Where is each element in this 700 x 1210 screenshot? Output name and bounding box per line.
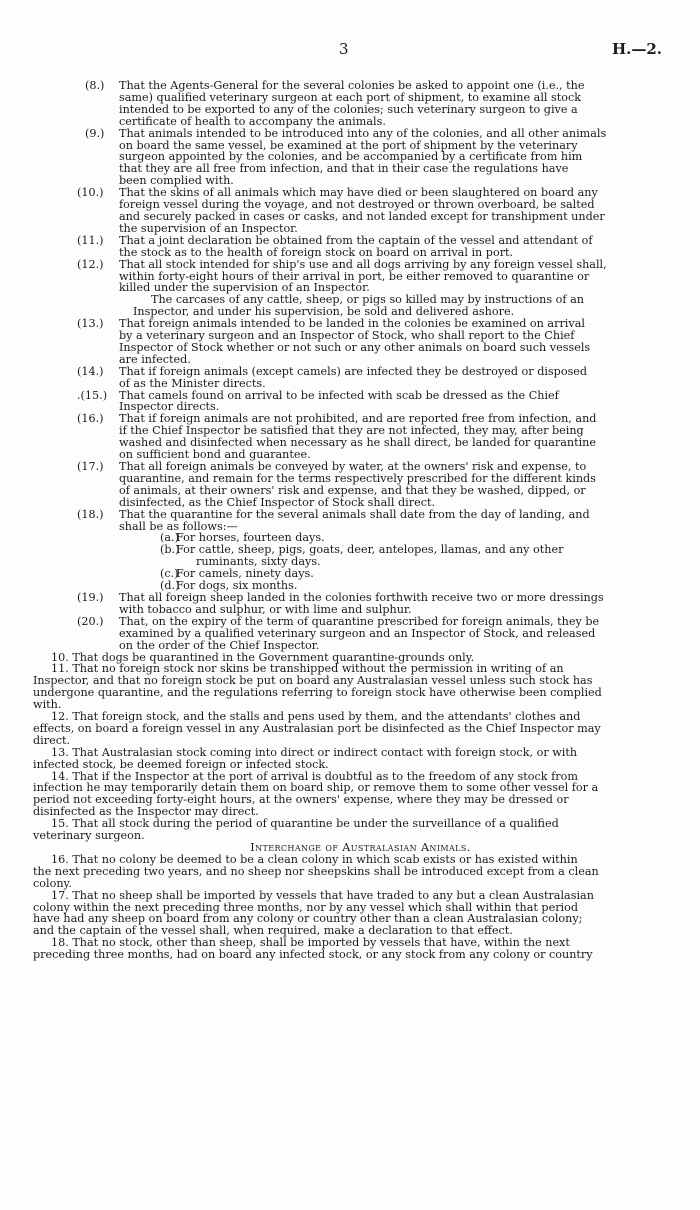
quarantine-term-list xyxy=(33,532,648,592)
clause-number: (13.) xyxy=(77,317,104,331)
clause-line: intended to be exported to any of the colonies; such veterinary surgeon to give a xyxy=(119,102,578,116)
clause xyxy=(33,461,648,509)
clause xyxy=(33,366,648,390)
term-line: For camels, ninety days. xyxy=(176,567,314,581)
resolution-line: colony. xyxy=(33,876,72,890)
clause-number: (9.) xyxy=(85,126,105,140)
document-reference: H.—2. xyxy=(611,40,662,58)
resolution-line: direct. xyxy=(33,733,71,747)
clause xyxy=(33,413,648,461)
document-body xyxy=(33,80,648,961)
clause-line: on sufficient bond and guarantee. xyxy=(119,448,311,462)
clause-list-continued xyxy=(33,592,648,652)
clause-line: been complied with. xyxy=(119,174,234,188)
resolution xyxy=(33,711,648,747)
clause-line: on the order of the Chief Inspector. xyxy=(119,638,320,652)
resolution-line: and the captain of the vessel shall, when required, make a declaration to that effect. xyxy=(33,924,513,938)
clause-line: That if foreign animals are not prohibited, and are reported free from infection, and xyxy=(119,412,597,426)
term-line: For dogs, six months. xyxy=(176,579,298,593)
clause-line: of animals, at their owners' risk and expense, and that they be washed, dipped, or xyxy=(119,483,586,497)
term-letter: (a.) xyxy=(160,531,179,545)
resolution xyxy=(33,854,648,890)
clause-line: are infected. xyxy=(119,352,191,366)
term-letter: (b.) xyxy=(160,543,180,557)
clause-line: and securely packed in cases or casks, and not landed except for transhipment under xyxy=(119,209,605,223)
resolution xyxy=(33,771,648,819)
clause xyxy=(33,616,648,652)
clause xyxy=(33,509,648,533)
term-line: For horses, fourteen days. xyxy=(176,531,325,545)
clause-line: the supervision of an Inspector. xyxy=(119,221,298,235)
clause-number: (18.) xyxy=(77,507,104,521)
resolution-line: 14. That if the Inspector at the port of arrival is doubtful as to the freedom of any stock from xyxy=(51,769,578,783)
resolution xyxy=(33,818,648,842)
resolution-line: veterinary surgeon. xyxy=(33,829,145,843)
term-letter: (c.) xyxy=(160,567,179,581)
clause-line: That, on the expiry of the term of quarantine prescribed for foreign animals, they be xyxy=(119,614,600,628)
clause-line: That all foreign sheep landed in the colonies forthwith receive two or more dressings xyxy=(119,590,604,604)
term-letter: (d.) xyxy=(160,579,180,593)
clause xyxy=(33,390,648,414)
clause-line: That the Agents-General for the several colonies be asked to appoint one (i.e., the xyxy=(119,79,585,92)
clause xyxy=(33,318,648,366)
clause xyxy=(33,592,648,616)
clause-number: (20.) xyxy=(77,614,104,628)
clause-line: within forty-eight hours of their arrival in port, be either removed to quarantine or xyxy=(119,269,590,283)
resolution-list xyxy=(33,652,648,843)
clause-number: (11.) xyxy=(77,233,104,247)
clause-line: killed under the supervision of an Inspector. xyxy=(119,281,370,295)
resolution-line: with. xyxy=(33,698,62,712)
resolution-line: 18. That no stock, other than sheep, shall be imported by vessels that have, within the next xyxy=(51,936,570,950)
clause xyxy=(33,235,648,259)
clause-line: Inspector directs. xyxy=(119,400,220,414)
page-number: 3 xyxy=(339,40,349,58)
clause-number: (19.) xyxy=(77,590,104,604)
term-line: ruminants, sixty days. xyxy=(196,555,321,569)
resolution-line: 15. That all stock during the period of quarantine be under the surveillance of a qualified xyxy=(51,817,559,831)
clause-line: surgeon appointed by the colonies, and be accompanied by a certificate from him xyxy=(119,150,583,164)
clause-line: foreign vessel during the voyage, and not destroyed or thrown overboard, be salted xyxy=(119,198,595,212)
clause-line: with tobacco and sulphur, or with lime and sulphur. xyxy=(119,602,412,616)
clause-line: of as the Minister directs. xyxy=(119,376,266,390)
resolution-line: Inspector, and that no foreign stock be put on board any Australasian vessel unless such stock has xyxy=(33,674,593,688)
clause-line: that they are all free from infection, and that in their case the regulations have xyxy=(119,162,569,176)
clause-line: quarantine, and remain for the terms respectively prescribed for the different kinds xyxy=(119,471,596,485)
resolution-line: 16. That no colony be deemed to be a clean colony in which scab exists or has existed within xyxy=(51,852,578,866)
resolution-line: 12. That foreign stock, and the stalls and pens used by them, and the attendants' clothes and xyxy=(51,710,581,724)
resolution-line: 10. That dogs be quarantined in the Government quarantine-grounds only. xyxy=(51,650,475,664)
clause-line: That all foreign animals be conveyed by water, at the owners' risk and expense, to xyxy=(119,460,587,473)
clause xyxy=(33,128,648,188)
clause-line: shall be as follows:— xyxy=(119,519,238,533)
clause xyxy=(33,80,648,128)
clause-line: That foreign animals intended to be landed in the colonies be examined on arrival xyxy=(119,317,585,331)
resolution xyxy=(33,937,648,961)
resolution-line: infected stock, be deemed foreign or infected stock. xyxy=(33,757,329,771)
clause-line: certificate of health to accompany the animals. xyxy=(119,114,386,128)
resolution-line: infection he may temporarily detain them on board ship, or remove them to some other vessel for a xyxy=(33,781,599,795)
resolution-line: period not exceeding forty-eight hours, at the owners' expense, where they may be dressed or xyxy=(33,793,569,807)
clause-line: Inspector of Stock whether or not such or any other animals on board such vessels xyxy=(119,340,591,354)
clause-line: if the Chief Inspector be satisfied that they are not infected, they may, after being xyxy=(119,424,584,438)
resolution xyxy=(33,890,648,938)
clause-line: the stock as to the health of foreign stock on board on arrival in port. xyxy=(119,245,514,259)
clause-number: (16.) xyxy=(77,412,104,426)
resolution-line: 13. That Australasian stock coming into direct or indirect contact with foreign stock, or with xyxy=(51,745,578,759)
clause-line: same) qualified veterinary surgeon at each port of shipment, to examine all stock xyxy=(119,90,582,104)
clause-number: (14.) xyxy=(77,364,104,378)
clause xyxy=(33,259,648,295)
clause-paragraph-line: Inspector, and under his supervision, be sold and delivered ashore. xyxy=(133,305,515,319)
section-heading: Interchange of Australasian Animals. xyxy=(250,841,471,854)
resolution-list-continued xyxy=(33,854,648,961)
clause-paragraph-line: The carcases of any cattle, sheep, or pigs so killed may by instructions of an xyxy=(151,293,584,307)
clause-line: That all stock intended for ship's use and all dogs arriving by any foreign vessel shall, xyxy=(119,257,607,271)
clause-number: (17.) xyxy=(77,460,104,473)
resolution-line: colony within the next preceding three months, nor by any vessel which shall within that period xyxy=(33,900,579,914)
clause-line: That the skins of all animals which may have died or been slaughtered on board any xyxy=(119,186,598,200)
clause-number: (8.) xyxy=(85,79,105,92)
resolution-line: undergone quarantine, and the regulations referring to foreign stock have otherwise been complied xyxy=(33,686,602,700)
clause-number: (10.) xyxy=(77,186,104,200)
clause-line: disinfected, as the Chief Inspector of Stock shall direct. xyxy=(119,495,436,509)
clause-line: by a veterinary surgeon and an Inspector of Stock, who shall report to the Chief xyxy=(119,329,575,343)
clause-list xyxy=(33,80,648,532)
resolution-line: disinfected as the Inspector may direct. xyxy=(33,805,259,819)
term-line: For cattle, sheep, pigs, goats, deer, antelopes, llamas, and any other xyxy=(176,543,564,557)
resolution-line: preceding three months, had on board any infected stock, or any stock from any colony or country xyxy=(33,948,593,962)
page-header xyxy=(0,40,700,62)
resolution-line: 17. That no sheep shall be imported by vessels that have traded to any but a clean Australasian xyxy=(51,888,594,902)
resolution xyxy=(33,663,648,711)
clause-line: examined by a qualified veterinary surgeon and an Inspector of Stock, and released xyxy=(119,626,596,640)
clause-number: (12.) xyxy=(77,257,104,271)
resolution-line: the next preceding two years, and no sheep nor sheepskins shall be introduced except from a clean xyxy=(33,864,599,878)
clause-line: That camels found on arrival to be infected with scab be dressed as the Chief xyxy=(119,388,559,402)
clause-line: That if foreign animals (except camels) are infected they be destroyed or disposed xyxy=(119,364,588,378)
clause-line: That the quarantine for the several animals shall date from the day of landing, and xyxy=(119,507,590,521)
clause xyxy=(33,187,648,235)
clause-number: .(15.) xyxy=(77,388,108,402)
resolution-line: have had any sheep on board from any colony or country other than a clean Australasian colony; xyxy=(33,912,583,926)
clause-line: That animals intended to be introduced into any of the colonies, and all other animals xyxy=(119,126,607,140)
clause-line: washed and disinfected when necessary as he shall direct, be landed for quarantine xyxy=(119,436,596,450)
clause-line: That a joint declaration be obtained from the captain of the vessel and attendant of xyxy=(119,233,593,247)
resolution-line: 11. That no foreign stock nor skins be transhipped without the permission in writing of an xyxy=(51,662,564,676)
quarantine-term xyxy=(33,568,648,580)
quarantine-term xyxy=(33,544,648,568)
resolution xyxy=(33,747,648,771)
clause-line: on board the same vessel, be examined at the port of shipment by the veterinary xyxy=(119,138,578,152)
resolution-line: effects, on board a foreign vessel in any Australasian port be disinfected as the Chief Inspector may xyxy=(33,721,601,735)
